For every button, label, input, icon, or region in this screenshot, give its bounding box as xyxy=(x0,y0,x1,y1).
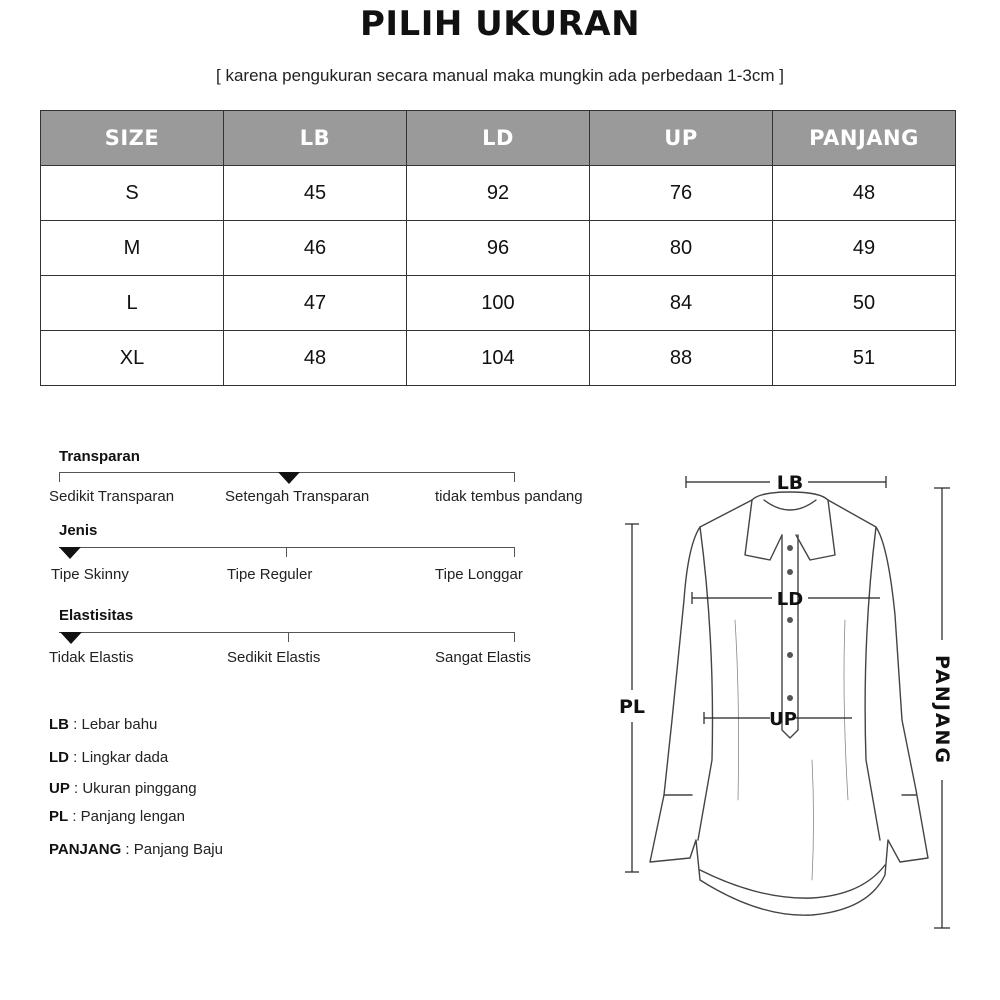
legend-abbr: LD xyxy=(49,749,69,766)
legend-text: : Lingkar dada xyxy=(69,749,169,766)
panjang-label: PANJANG xyxy=(931,654,953,766)
table-cell: 96 xyxy=(407,221,590,276)
table-row xyxy=(41,221,956,276)
table-cell: 84 xyxy=(590,276,773,331)
scale-label: tidak tembus pandang xyxy=(435,488,583,505)
legend-abbr: LB xyxy=(49,716,69,733)
lb-label: LB xyxy=(776,472,804,494)
size-table xyxy=(40,110,956,386)
table-row xyxy=(41,166,956,221)
legend-text: : Panjang lengan xyxy=(68,808,185,825)
table-cell: 45 xyxy=(224,166,407,221)
table-row xyxy=(41,276,956,331)
legend-text: : Ukuran pinggang xyxy=(69,780,197,797)
header-panjang: PANJANG xyxy=(773,111,956,166)
table-cell: 100 xyxy=(407,276,590,331)
table-cell: S xyxy=(41,166,224,221)
table-header-row xyxy=(41,111,956,166)
shirt-icon xyxy=(650,492,928,915)
scale-label: Tidak Elastis xyxy=(49,649,134,666)
legend-abbr: PL xyxy=(49,808,69,825)
legend-item-lb xyxy=(49,716,157,733)
table-cell: 80 xyxy=(590,221,773,276)
scale-label: Sedikit Transparan xyxy=(49,488,175,505)
button-icon xyxy=(787,545,793,551)
table-cell: M xyxy=(41,221,224,276)
scale-tick xyxy=(286,547,287,557)
page-subtitle: [ karena pengukuran secara manual maka mungkin ada perbedaan 1-3cm ] xyxy=(216,66,784,85)
scale-marker-icon xyxy=(278,472,300,484)
shirt-measurement-diagram xyxy=(600,450,1000,970)
scale-label: Tipe Skinny xyxy=(51,566,129,583)
table-cell: XL xyxy=(41,331,224,386)
table-cell: 47 xyxy=(224,276,407,331)
scale-marker-icon xyxy=(59,547,81,559)
legend-text: : Panjang Baju xyxy=(121,841,223,858)
ld-label: LD xyxy=(776,589,804,610)
header-lb: LB xyxy=(224,111,407,166)
scale-label: Tipe Longgar xyxy=(435,566,523,583)
scale-title-elastisitas: Elastisitas xyxy=(59,607,134,624)
scale-tick xyxy=(288,632,289,642)
table-cell: L xyxy=(41,276,224,331)
legend-text: : Lebar bahu xyxy=(69,716,158,733)
button-icon xyxy=(787,652,793,658)
page-title: PILIH UKURAN xyxy=(359,4,641,44)
legend-item-ld xyxy=(49,749,168,766)
table-row xyxy=(41,331,956,386)
scale-label: Sedikit Elastis xyxy=(227,649,321,666)
table-cell: 51 xyxy=(773,331,956,386)
legend-item-up xyxy=(49,780,197,797)
scale-title-jenis: Jenis xyxy=(59,522,98,539)
pl-label: PL xyxy=(618,696,646,718)
table-cell: 76 xyxy=(590,166,773,221)
header-ld: LD xyxy=(407,111,590,166)
table-cell: 88 xyxy=(590,331,773,386)
scale-line xyxy=(59,547,515,548)
header-up: UP xyxy=(590,111,773,166)
table-cell: 50 xyxy=(773,276,956,331)
button-icon xyxy=(787,617,793,623)
scale-tick xyxy=(514,632,515,642)
button-icon xyxy=(787,569,793,575)
table-cell: 92 xyxy=(407,166,590,221)
shirt-buttons xyxy=(787,545,793,701)
button-icon xyxy=(787,695,793,701)
table-cell: 49 xyxy=(773,221,956,276)
legend-item-pl xyxy=(49,808,185,825)
legend-abbr: UP xyxy=(49,780,70,797)
scale-label: Tipe Reguler xyxy=(227,566,313,583)
header-size: SIZE xyxy=(41,111,224,166)
table-cell: 46 xyxy=(224,221,407,276)
table-cell: 104 xyxy=(407,331,590,386)
scale-tick xyxy=(59,472,60,482)
scale-tick xyxy=(514,472,515,482)
scale-label: Sangat Elastis xyxy=(435,649,531,666)
table-cell: 48 xyxy=(224,331,407,386)
legend-abbr: PANJANG xyxy=(49,841,122,858)
scale-label: Setengah Transparan xyxy=(225,488,370,505)
up-label: UP xyxy=(769,709,797,730)
scale-marker-icon xyxy=(60,632,82,644)
scale-line xyxy=(59,632,515,633)
legend-item-panjang xyxy=(49,841,223,858)
scale-tick xyxy=(514,547,515,557)
scale-title-transparan: Transparan xyxy=(59,448,140,465)
table-cell: 48 xyxy=(773,166,956,221)
